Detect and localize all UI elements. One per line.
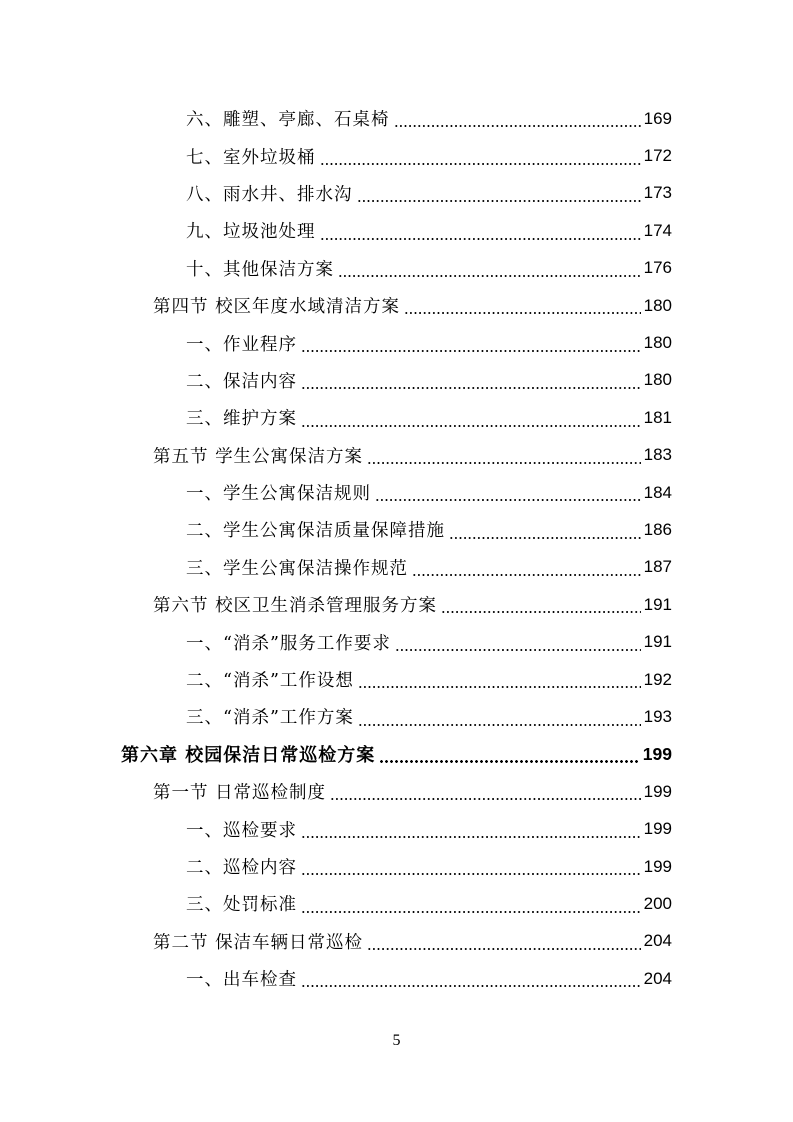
toc-dot-leader (320, 238, 641, 240)
toc-entry-title: 一、巡检要求 (186, 820, 297, 841)
toc-entry-page-number: 199 (643, 856, 672, 876)
toc-entry-title: 一、出车检查 (186, 970, 297, 991)
toc-entry-title: 第一节 日常巡检制度 (153, 783, 327, 804)
toc-entry-title: 七、室外垃圾桶 (186, 147, 316, 168)
toc-chapter-entry[interactable] (0, 736, 793, 773)
toc-entry-page-number: 184 (643, 482, 672, 502)
toc-entry-page-number: 199 (643, 819, 672, 839)
toc-subsection-entry[interactable] (0, 324, 793, 361)
toc-subsection-entry[interactable] (0, 661, 793, 698)
toc-entry-page-number: 192 (643, 669, 672, 689)
toc-entry-title: 六、雕塑、亭廊、石桌椅 (186, 110, 390, 131)
toc-dot-leader (441, 611, 641, 613)
toc-entry-title: 二、“消杀”工作设想 (186, 671, 354, 692)
toc-entry-title: 二、保洁内容 (186, 371, 297, 392)
toc-dot-leader (301, 985, 641, 987)
toc-entry-title: 二、巡检内容 (186, 858, 297, 878)
toc-subsection-entry[interactable] (0, 137, 793, 174)
toc-section-entry[interactable] (0, 773, 793, 810)
toc-dot-leader (358, 724, 641, 726)
toc-entry-page-number: 191 (643, 632, 672, 652)
toc-entry-page-number: 200 (643, 893, 672, 913)
toc-subsection-entry[interactable] (0, 474, 793, 511)
toc-entry-page-number: 173 (643, 183, 672, 203)
toc-entry-title: 第六节 校区卫生消杀管理服务方案 (153, 596, 438, 617)
page-number: 5 (392, 1032, 401, 1049)
toc-entry-page-number: 176 (643, 258, 672, 278)
toc-entry-page-number: 180 (643, 370, 672, 390)
toc-dot-leader (395, 649, 641, 651)
toc-entry-page-number: 186 (643, 519, 672, 539)
toc-entry-title: 九、垃圾池处理 (186, 222, 316, 243)
toc-entry-title: 第二节 保洁车辆日常巡检 (153, 932, 364, 953)
toc-dot-leader (375, 499, 641, 501)
toc-dot-leader (449, 537, 641, 539)
toc-entry-title: 第六章 校园保洁日常巡检方案 (121, 745, 376, 767)
toc-entry-page-number: 193 (643, 706, 672, 726)
toc-dot-leader (394, 125, 641, 127)
toc-subsection-entry[interactable] (0, 511, 793, 548)
toc-dot-leader (301, 911, 641, 913)
toc-dot-leader (357, 200, 641, 202)
toc-dot-leader (338, 275, 641, 277)
toc-entry-page-number: 180 (643, 333, 672, 353)
toc-entry-page-number: 199 (643, 781, 672, 801)
toc-entry-title: 第四节 校区年度水域清洁方案 (153, 297, 401, 318)
toc-section-entry[interactable] (0, 923, 793, 960)
toc-dot-leader (412, 574, 641, 576)
toc-subsection-entry[interactable] (0, 399, 793, 436)
toc-entry-page-number: 174 (643, 220, 672, 240)
toc-entry-page-number: 180 (643, 295, 672, 315)
toc-entry-title: 一、“消杀”服务工作要求 (186, 633, 391, 654)
toc-entry-page-number: 181 (643, 407, 672, 427)
toc-subsection-entry[interactable] (0, 212, 793, 249)
toc-subsection-entry[interactable] (0, 623, 793, 660)
toc-section-entry[interactable] (0, 287, 793, 324)
toc-subsection-entry[interactable] (0, 175, 793, 212)
toc-subsection-entry[interactable] (0, 810, 793, 847)
toc-entry-title: 三、“消杀”工作方案 (186, 708, 354, 729)
toc-entry-page-number: 204 (643, 931, 672, 951)
toc-subsection-entry[interactable] (0, 250, 793, 287)
toc-entry-title: 二、学生公寓保洁质量保障措施 (186, 521, 445, 542)
toc-subsection-entry[interactable] (0, 885, 793, 922)
toc-dot-leader (358, 686, 641, 688)
toc-entry-page-number: 169 (643, 108, 672, 128)
toc-dot-leader (301, 350, 641, 352)
toc-subsection-entry[interactable] (0, 100, 793, 137)
toc-entry-title: 三、学生公寓保洁操作规范 (186, 558, 408, 579)
toc-dot-leader (301, 873, 641, 875)
toc-entry-title: 一、学生公寓保洁规则 (186, 484, 371, 505)
table-of-contents (0, 100, 793, 997)
toc-dot-leader (379, 760, 640, 763)
toc-subsection-entry[interactable] (0, 698, 793, 735)
toc-dot-leader (367, 948, 641, 950)
toc-entry-title: 三、维护方案 (186, 409, 297, 430)
toc-entry-page-number: 191 (643, 594, 672, 614)
toc-dot-leader (367, 462, 641, 464)
toc-entry-page-number: 183 (643, 445, 672, 465)
toc-entry-page-number: 204 (643, 968, 672, 988)
toc-subsection-entry[interactable] (0, 960, 793, 997)
toc-dot-leader (320, 163, 641, 165)
toc-subsection-entry[interactable] (0, 549, 793, 586)
toc-dot-leader (301, 836, 641, 838)
toc-entry-page-number: 187 (643, 557, 672, 577)
toc-section-entry[interactable] (0, 586, 793, 623)
toc-subsection-entry[interactable] (0, 848, 793, 885)
toc-subsection-entry[interactable] (0, 362, 793, 399)
toc-dot-leader (301, 425, 641, 427)
toc-entry-title: 八、雨水井、排水沟 (186, 184, 353, 205)
toc-section-entry[interactable] (0, 437, 793, 474)
toc-entry-title: 第五节 学生公寓保洁方案 (153, 446, 364, 467)
toc-entry-page-number: 172 (643, 146, 672, 166)
toc-dot-leader (301, 387, 641, 389)
toc-dot-leader (404, 312, 641, 314)
toc-dot-leader (330, 798, 641, 800)
toc-entry-title: 一、作业程序 (186, 334, 297, 355)
toc-entry-title: 十、其他保洁方案 (186, 259, 334, 280)
toc-entry-page-number: 199 (642, 743, 672, 764)
toc-entry-title: 三、处罚标准 (186, 895, 297, 916)
